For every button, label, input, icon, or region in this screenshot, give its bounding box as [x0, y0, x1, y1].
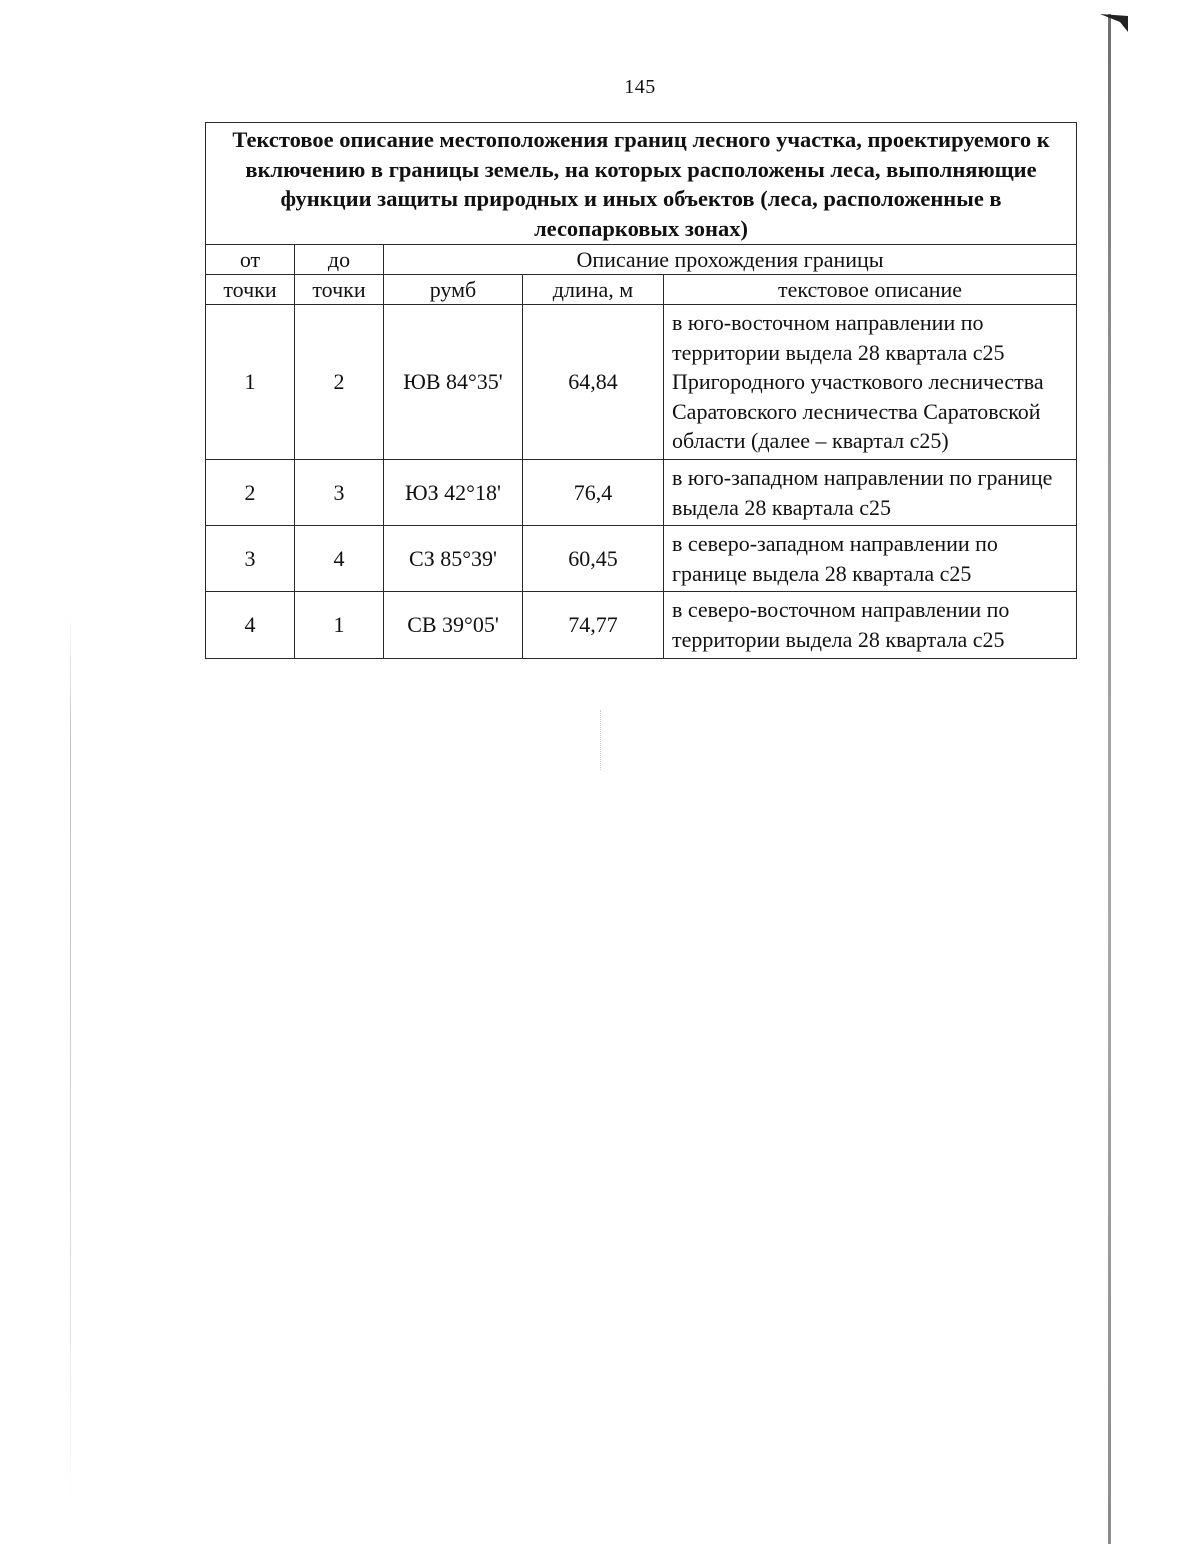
cell-to: 3 [295, 459, 384, 525]
header-from-bottom: точки [206, 275, 295, 305]
table-row [206, 592, 1077, 658]
cell-description: в юго-восточном направлении по территории выдела 28 квартала с25 Пригородного участкового лесничества Саратовского лесничества Саратовской области (далее – квартал с25) [664, 305, 1077, 460]
cell-from: 2 [206, 459, 295, 525]
header-row-1 [206, 245, 1077, 275]
cell-from: 3 [206, 526, 295, 592]
cell-length: 60,45 [523, 526, 664, 592]
cell-to: 4 [295, 526, 384, 592]
cell-to: 2 [295, 305, 384, 460]
cell-bearing: ЮЗ 42°18' [384, 459, 523, 525]
page-number: 145 [624, 76, 656, 98]
table-row [206, 305, 1077, 460]
header-from-top: от [206, 245, 295, 275]
cell-length: 74,77 [523, 592, 664, 658]
cell-description: в северо-восточном направлении по территории выдела 28 квартала с25 [664, 592, 1077, 658]
cell-bearing: ЮВ 84°35' [384, 305, 523, 460]
table-title: Текстовое описание местоположения границ лесного участка, проектируемого к включению в границы земель, на которых расположены леса, выполняющие функции защиты природных и иных объектов (леса, расположенные в лесопарковых зонах) [206, 123, 1077, 245]
cell-description: в северо-западном направлении по границе выдела 28 квартала с25 [664, 526, 1077, 592]
header-bearing: румб [384, 275, 523, 305]
header-length: длина, м [523, 275, 664, 305]
scan-corner-mark [1098, 12, 1130, 34]
cell-from: 1 [206, 305, 295, 460]
header-group: Описание прохождения границы [384, 245, 1077, 275]
scan-edge-right [1108, 14, 1111, 1544]
scan-edge-left [70, 610, 71, 1510]
cell-length: 76,4 [523, 459, 664, 525]
header-text-description: текстовое описание [664, 275, 1077, 305]
header-to-bottom: точки [295, 275, 384, 305]
header-row-2 [206, 275, 1077, 305]
cell-bearing: СВ 39°05' [384, 592, 523, 658]
boundary-table [205, 122, 1077, 659]
scan-dots [600, 710, 602, 770]
cell-description: в юго-западном направлении по границе выдела 28 квартала с25 [664, 459, 1077, 525]
header-to-top: до [295, 245, 384, 275]
cell-length: 64,84 [523, 305, 664, 460]
cell-from: 4 [206, 592, 295, 658]
table-row [206, 526, 1077, 592]
table-title-row [206, 123, 1077, 245]
cell-to: 1 [295, 592, 384, 658]
table-row [206, 459, 1077, 525]
cell-bearing: СЗ 85°39' [384, 526, 523, 592]
